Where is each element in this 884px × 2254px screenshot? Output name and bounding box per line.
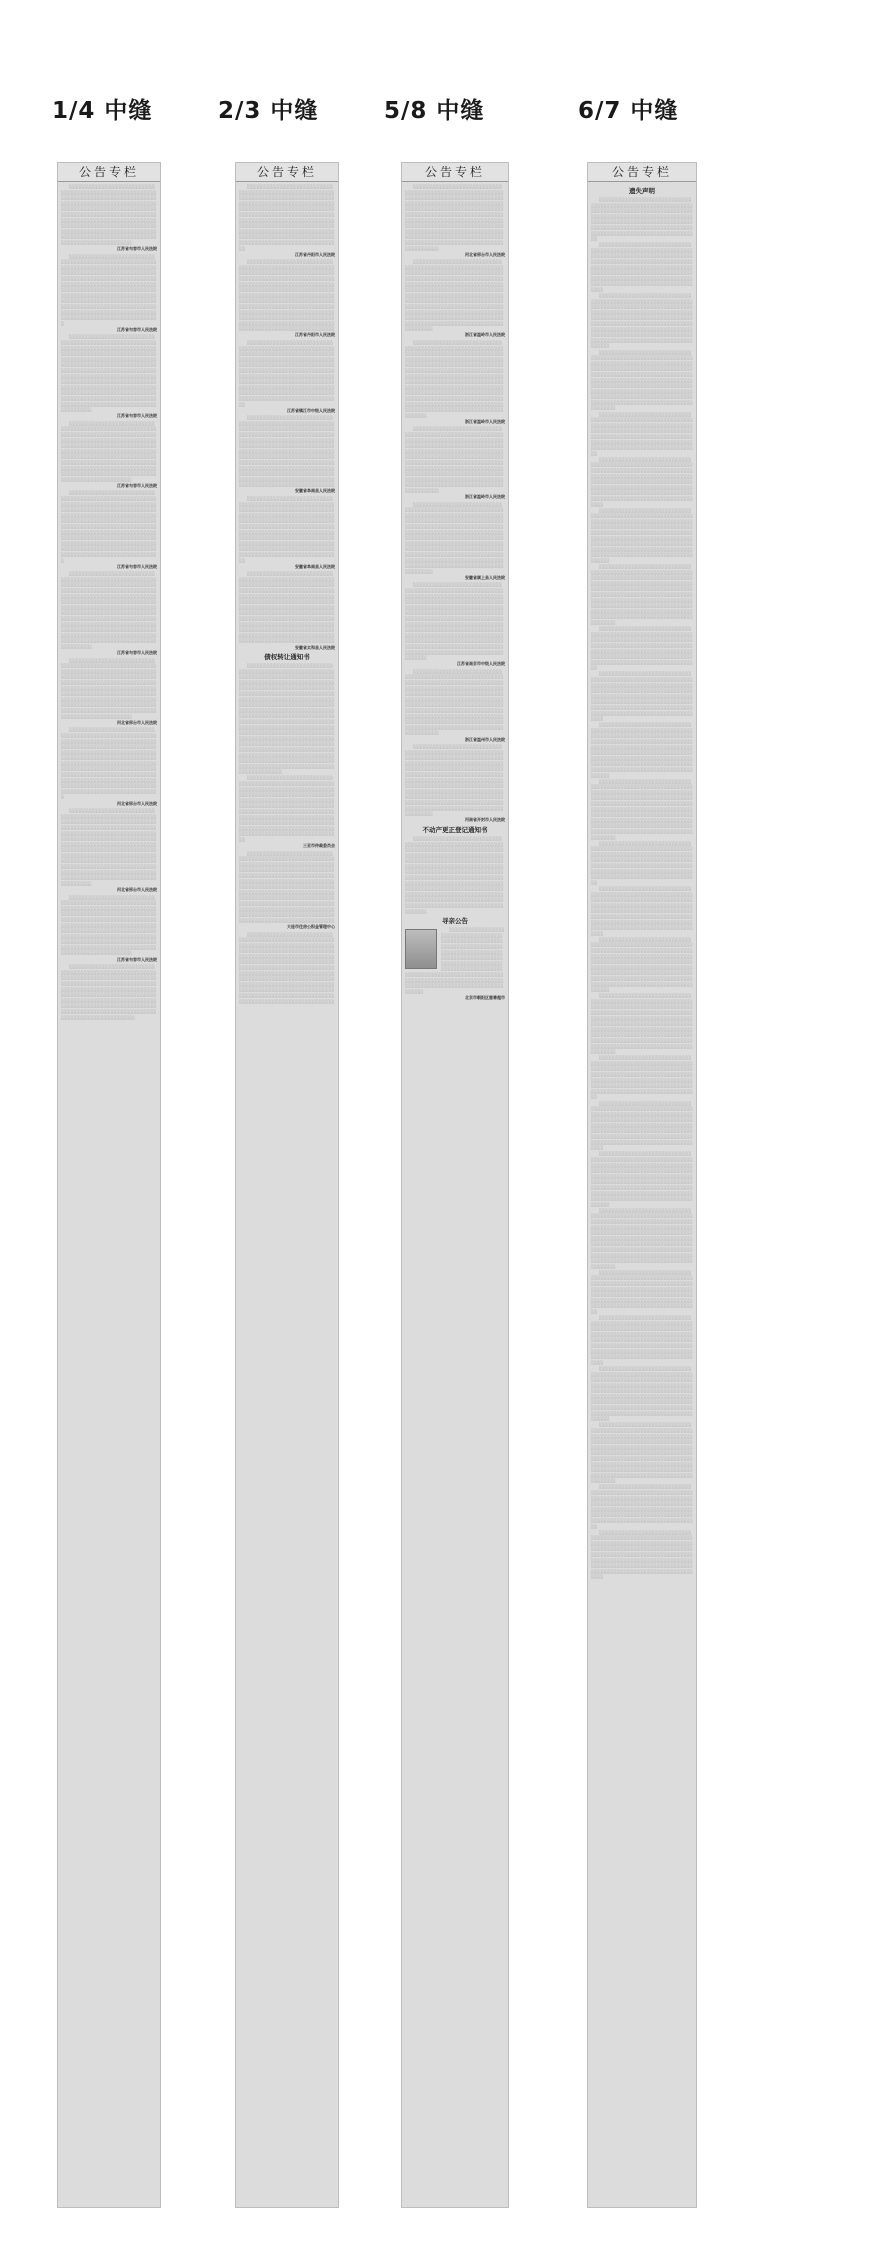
court-signature: 江苏省句容市人民法院	[117, 326, 157, 332]
missing-person-photo	[405, 929, 437, 969]
notice-heading: 寻亲公告	[442, 917, 468, 926]
notice-paragraph: ░░░░░░░░░░░░░░░░░░░░░░░░░░░░░░░░░░░░░░░░░░░░░░░░░░░░░░░░░░░░░░░░░░░░░░░░░░░░░░░░░░░░░░░░░░░░░░░░░░░░░░░░░░░░░░░░░░░░░░░░░░░░░░░░░░░░░░░░░░░░░░░░░░░░░░░░░░░░░░░░░░░░░░░░░░░░░░░░░░░░░░░░░░░░░░░░░░░░░░░░░░░░░░░░░░░░░░░░░░░░░░░░░░░░░░░░░░░░░░░░░░░░░░░░░░░░░░░░░░░░░░░░░░░░░░░░░░░░░░░░░░░░░░░░░░░░░░░░░░░░░░░░░░░░░░░░░░░░░░░░░░░░░░░░░░░░░░░░░░░░░░░░░░░░░░░░░░░░░░░░░░░░░░░░░░░░░░░░░░░░░░░░░░░░░░░░░░░░░░░░	[239, 850, 335, 923]
court-signature: 三亚市仲裁委员会	[303, 843, 335, 849]
court-signature: 河北省邢台市人民法院	[117, 800, 157, 806]
court-signature: 浙江省温岭市人民法院	[465, 418, 505, 424]
notice-heading: 不动产更正登记通知书	[422, 825, 488, 834]
court-signature: 江苏省丹阳市人民法院	[295, 332, 335, 338]
notice-paragraph: ░░░░░░░░░░░░░░░░░░░░░░░░░░░░░░░░░░░░░░░░░░░░░░░░░░░░░░░░░░░░░░░░░░░░░░░░░░░░░░░░░░░░░░░░░░░░░░░░░░░░░░░░░░░░░░░░░░░░░░░░░░░░░░░░░░░░░░░░░░░░░░░░░░░░░░░░░░░░░░░░░░░░░░░░░░░░░░░░░░░░░░░░░░░░░░░░░░░░░░░░░░░░░░░░░░░░░░░░░░░░░░░░░░░░░░░░░░░░░░░░░░░░░░░░░░░░░░░░░░░░░░░░░░░░░░░░░░░░░░░░░░░░░░░░░░░░░░░░░░░░░░░░░░░░░░░░░░░░░░░░░░░░░░░░░░	[61, 657, 157, 719]
notice-paragraph: ░░░░░░░░░░░░░░░░░░░░░░░░░░░░░░░░░░░░░░░░░░░░░░░░░░░░░░░░░░░░░░░░░░░░░░░░░░░░░░░░░░░░░░░░░░░░░░░░░░░░░░░░░░░░░░░░░░░░░░░░░░░░░░░░░░░░░░░░░░░░░░░░░░░░░░░░░░░░░░░░░░░░░░░░░░░░░░░░░░░░░░░░░░░░░░░░░░░░░░░░░░░░░░░░░░░░░░░░░░░░░░░░░░░░░░░░░░░░░░░░░░░░░░░░░░░░░░░░░░░░░░░░░	[591, 456, 693, 507]
notice-strip-2-3	[235, 162, 339, 2208]
notice-strip-6-7	[587, 162, 697, 2208]
notice-paragraph: ░░░░░░░░░░░░░░░░░░░░░░░░░░░░░░░░░░░░░░░░░░░░░░░░░░░░░░░░░░░░░░░░░░░░░░░░░░░░░░░░░░░░░░░░░░░░░░░░░░░░░░░░░░░░░░░░░░░░░░░░░░░░░░░░░░░░░░░░░░░░░░░░░░░░░░░░░░░░░░░░░░░░░░░░░░░░░░░░░░░░░░░░░░░░░░░░░░░░░░░░░░░░░░░░░░░░░░░░░░░░░░░░░░░░░░	[591, 197, 693, 242]
notice-paragraph: ░░░░░░░░░░░░░░░░░░░░░░░░░░░░░░░░░░░░░░░░░░░░░░░░░░░░░░░░░░░░░░░░░░░░░░░░░░░░░░░░░░░░░░░░░░░░░░░░░░░░░░░░░░░░░░░░░░░░░░░░░░░░░░░░░░░░░░░░░░░░░░░░░░░░░░░░░░░░░░░░░░░░░░░░░░░░░░░░░░░░░░░░░░░░░░░░░░░░░░░░░░░░░░░░░░░░░░░░░░░░░░░░░░░░░░░░░░░░░░░░░░░░░░░░░░░░░░░░░░░░░░░░░░░░░░░░░░░░░░░░░░░░░░░░░░░░░░░░░░░░░░░░░░░░░░░░░░░░░░░░░░░░░░░░░░░░░░░░░░░░░░░░░░░░░░░░░░░░░░░░░░░░░░░░░░░░░░░░░░░░░░░░░░░░░░	[405, 501, 504, 574]
notice-paragraph: ░░░░░░░░░░░░░░░░░░░░░░░░░░░░░░░░░░░░░░░░░░░░░░░░░░░░░░░░░░░░░░░░░░░░░░░░░░░░░░░░░░░░░░░░░░░░░░░░░░░░░░░░░░░░░░░░░░░░░░░░░░░░░░░░░░░░░░░░░░░░░░░░░░░░░░░░░░░░░░░░░░░░░░░░░░░░░░░░░░░░░░░░░░░░░░░░░░░░░░░░░░░░░░░░░░░░░░░░░░░░░░░░░░░░░░░░░░░░░░░░░░░░░░░░░░░░░░░░░░░░░░░░░░░░░░░░░░░░░░░░░░░░░░░░░░░░░░░░░░░░░░░░░░░░░░░░░░░░░░░░░░░░░░░░░░░░░░░	[591, 349, 693, 411]
notice-paragraph: ░░░░░░░░░░░░░░░░░░░░░░░░░░░░░░░░░░░░░░░░░░░░░░░░░░░░░░░░░░░░░░░░░░░░░░░░░░░░░░░░░░░░░░░░░░░░░░░░░░░░░░░░░░░░░░░░░░░░░░░░░░░░░░░░░░░░░░░░░░░░░░░░░░░░░░░░░░░░░░░░░░░░░░░░░░░░░░░░░░░░░░░░░░░░░░░░░░░░░░░░░░░░░░░░░░░░░░░░░░░░░░░░░░░░░░░░░░░░░░░░░░░░░░░░░░░░░░░░░░░░░░░░░░░░░░░░░░░░░░░░░░░░░░░░░░░░░░░░░░░░░░░░░░░░░░░░░░░░░░░░░░░░░░░░░░░░░░░	[591, 778, 693, 840]
notice-paragraph: ░░░░░░░░░░░░░░░░░░░░░░░░░░░░░░░░░░░░░░░░░░░░░░░░░░░░░░░░░░░░░░░░░░░░░░░░░░░░░░░░░░░░░░░░░░░░░░░░░░░░░░░░░░░░░░░░░░░░░░░░░░░░░░░░░░░░░░░░░░░░░░░░░░░░░░░░░░░░░░░░░░░░░░░░░░░░░░░░░░░░░░░░░░░░░░░░░░░░░░░░░░░░░░░░░░░░░░░░░░░░░░░░░░░░░░░░░░░░░░░░░░░░░░░░░░░░░░░░░░░░░░░░░	[591, 1100, 693, 1151]
notice-paragraph: ░░░░░░░░░░░░░░░░░░░░░░░░░░░░░░░░░░░░░░░░░░░░░░░░░░░░░░░░░░░░░░░░░░░░░░░░░░░░░░░░░░░░░░░░░░░░░░░░░░░░░░░░░░░░░░░░░░░░░░░░░░░░░░░░░░░░░░░░░░░░░░░░░░░░░░░░░░░░░░░░░░░░░░░░░░░░░░░░░░░░░░░░░░░░░░░░░░░░░░░░░░░░░░░░░░░░░░░░░░░░░░░░░░░░░░░░░░░░░░░░░░░░░░░░░░░░░░░░░░░░░░░░░░░░░░░░░░░░░░░░░░░░░░░░░░░░░░░░░░░░░░░░░░░░░░░░░░░░░░░░░░░░░░░░░░░░░░░░░░░░░░░░░░░░░░░░░░░░░░░░░░░░░░░░░░░░░░░░░░░░░░░░░░░░░░░░░░░░░░░░░░░░░░░░░░░░░░░░░░░░░░░░░░░░░░░░░░░░░░░░░░░░░░░░░░░░░░░░░░░░░░░░░░░░░░░░░░░░░░░░░░░░░░░░░░░░░░░░░░░░░░░░░░░░░░░░░░░░░░░░░░░░░░░░░░░░░░░░░░░░░░░░░░░░░░░░░░░░░░░░░░░░░░░░░░░░░░░░░░░░░░░░░░░░░░░░░░░░░░░░	[239, 663, 335, 775]
notice-paragraph: ░░░░░░░░░░░░░░░░░░░░░░░░░░░░░░░░░░░░░░░░░░░░░░░░░░░░░░░░░░░░░░░░░░░░░░░░░░░░░░░░░░░░░░░░░░░░░░░░░░░░░░░░░░░░░░░░░░░░░░░░░░░░░░░░░░░░░░░░░░░░░░░░░░░░░░░░░░░░░░░░░░░░░░░░░░░░░░░░░░░░░░░░░░░░░░░░░░░░░░░░░░░░░░░░░░░░░░░░░░░░░░░░░░░░░░░░░░░░░░░░░░░░░░░░░░░░░░░░░░░░░░░░░░░░░░░░░░░░░░░░░░░░░░░░░░░░░░░░░░░░░░░░░░░░░░░░░░░░░░░░░░░░░░░░░░░░░░░░░░░░░░░░░░░░░░░░░░░░░░░░░░░░░░░░░░	[61, 253, 157, 326]
court-signature: 安徽省阜南县人民法院	[295, 488, 335, 494]
notice-paragraph: ░░░░░░░░░░░░░░░░░░░░░░░░░░░░░░░░░░░░░░░░░░░░░░░░░░░░░░░░░░░░░░░░░░░░░░░░░░░░░░░░░░░░░░░░░░░░░░░░░░░░░░░░░░░░░░░░░░░░░░░░░░░░░░░░░░░░░░░░░░░░░░░░░░░░░░░░░░░░░░░░░░░░░░░░░░░░░░░░░░░░░░░░░░░░░░░░░░░░░░░░░░░░░░░░░░░░░░░░░░░░░░░░░░░░░░░░░░░░░░░░░░░░░░░░░░░░░░░░░░░░░░░░░░░░░░░░░░░░░░░░░░░░░░░░░░░░░░░░░░░░░░░░░░░░░░░░░░░░░░░░░░░░░░░░░░░░░░░	[591, 564, 693, 626]
notice-heading: 债权转让通知书	[264, 653, 310, 662]
column-title-6-7: 6/7 中缝	[578, 98, 679, 124]
notice-paragraph: ░░░░░░░░░░░░░░░░░░░░░░░░░░░░░░░░░░░░░░░░░░░░░░░░░░░░░░░░░░░░░░░░░░░░░░░░░░░░░░░░░░░░░░░░░░░░░░░░░░░░░░░░░░░░░░░░░░░░░░░░░░░░░░░░░░░░░░░░░░░░░░░░░░░░░░░░░░░░░░░░░░░░░░░░░░░░░░░░░░░░░░░░░░░░░░░░░░░░░░░░░░░░░░░░░░░░░░░░░░░░░░░░░░░░░░░░░░░░░░░░░░░░░░░░░░░░░░░░░░░░░░░░░░░░░░░░░░░░░░░░░░░░░░░░░░░░░░░░░░░░░░░░░░░░░░░░░░░░░░░░░░░░░░░░░░	[61, 894, 157, 956]
notice-paragraph: ░░░░░░░░░░░░░░░░░░░░░░░░░░░░░░░░░░░░░░░░░░░░░░░░░░░░░░░░░░░░░░░░░░░░░░░░░░░░░░░░░░░░░░░░░░░░░░░░░░░░░░░░░░░░░░░░░░░░░░░░░░░░░░░░░░░░░░░░░░░░░░░░░░░░░░░░░░░░░░░░░░░░░░░░░░░░░░░░░░░░░░░░░░░░░░░░░░░░░░░░░░░░░░░░░░░░░░░░░░░░░░░░░░░░░░░░░░░░░░░░░░░░░░░░░░░░░░░░░░░░░░░░░░░░░░░░░░░░░░░░░░░░░░░░░░░░░░░░░░░░	[591, 936, 693, 993]
notice-paragraph: ░░░░░░░░░░░░░░░░░░░░░░░░░░░░░░░░░░░░░░░░░░░░░░░░░░░░░░░░░░░░░░░░░░░░░░░░░░░░░░░░░░░░░░░░░░░░░░░░░░░░░░░░░░░░░░░░░░░░░░░░░░░░░░░░░░░░░░░░░░░░░░░░░░░░░░░░░░░░░░░░░░░░░░░░░░░░░░░░░░░░░░░░░░░░░░░░░░░░░░░░░░░░░░░░░░░░░░░░░░░░░░░░░░░░░░░░░░░░░░░░░░░░░░░░░░░░░░░░░░░░░░░░░░░░░░░░░░░░░░░░░░░░░░░░░░░░░░░░░░░░░░░░░░░░░░░░░░░░░░░░░░░░░░░░░░	[61, 184, 157, 245]
notice-paragraph: ░░░░░░░░░░░░░░░░░░░░░░░░░░░░░░░░░░░░░░░░░░░░░░░░░░░░░░░░░░░░░░░░░░░░░░░░░░░░░░░░░░░░░░░░░░░░░░░░░░░░░░░░░░░░░░░░░░░░░░░░░░░░░░░░░░░░░░░░░░░░░░░░░░░░░░░░░░░░░░░░░░░░░░░░░░░░░░░░░░░░░░░░░░░░░░░░░░░░░░░░░░░░░░░░░░░░░░░░░░░░░░░░░░░░░░░░░░░░░░░░░░░░░░░░░░░░░░░░░░░░░░░░░░░░░░░░░░░░░░░░░░░░░░░░░░░░░░░░░░░░	[61, 964, 157, 1020]
court-signature: 安徽省颍上县人民法院	[465, 574, 505, 580]
court-signature: 北京市朝阳区慈善超市	[465, 994, 505, 1000]
notice-paragraph: ░░░░░░░░░░░░░░░░░░░░░░░░░░░░░░░░░░░░░░░░░░░░░░░░░░░░░░░░░░░░░░░░░░░░░░░░░░░░░░░░░░░░░░░░░░░░░░░░░░░░░░░░░░░░░░░░░░░░░░░░░░░░░░░░░░░░░░░░░░░░░░░░░░░░░░░░░░░░░░░░░░░░░░░░░░░░░░░░░░░░░░░░░░░░░░░░░░░░░░░░░░░░░░░░░░░░░░░░░░░░░░░░░░░░░░░░░░░░░░░░░░░░░░░░░░░░░░░░░░░░░░░░░░░░░░░░░░░░░░░░░░░░░░░░░░░░░░░░░░░░░░░░░░░░░░░░░░░░░░░░░░░░░░░░░░░░░░░░░░░░	[239, 340, 335, 407]
notice-paragraph: ░░░░░░░░░░░░░░░░░░░░░░░░░░░░░░░░░░░░░░░░░░░░░░░░░░░░░░░░░░░░░░░░░░░░░░░░░░░░░░░░░░░░░░░░░░░░░░░░░░░░░░░░░░░░░░░░░░░░░░░░░░░░░░░░░░░░░░░░░░░░░░░░░░░░░░░░░░░░░░░░░░░░░░░░░░░░░░░░░░░░░░░░░░░░░░░░░░░░░░░░░░░░░░░░░░░░░░░░░░░░░░░░░░░░░░	[591, 411, 693, 456]
court-signature: 浙江省温岭市人民法院	[465, 332, 505, 338]
notice-paragraph: ░░░░░░░░░░░░░░░░░░░░░░░░░░░░░░░░░░░░░░░░░░░░░░░░░░░░░░░░░░░░░░░░░░░░░░░░░░░░░░░░░░░░░░░░░░░░░░░░░░░░░░░░░░░░░░░░░░░░░░░░░░░░░░░░░░░░░░░░░░░░░░░░░░░░░░░░░░░░░░░░░░░░░░░░░░░░░░░░░░░░░░░░░░░░░░░░░░░░░░░░░░░░░░░░░░░░░░░░░░░░░░░░░░░░░░░░░░░░░░░░░░░░░░░░░░░░░░░░░░░░░░░░░	[591, 671, 693, 722]
notice-paragraph: ░░░░░░░░░░░░░░░░░░░░░░░░░░░░░░░░░░░░░░░░░░░░░░░░░░░░░░░░░░░░░░░░░░░░░░░░░░░░░░░░░░░░░░░░░░░░░░░░░░░░░░░░░░░░░░░░░░░░░░░░░░░░░░░░░░░░░░░░░░░░░░░░░░░░░░░░░░░░░░░░░░░░░░░░░░░░░░░░░░░░░░░░░░░░░░░░░░░░░░░░░░░░░░░░░░░░░░░░░░░░░░░░░░░░░░░░░░░░░░░░░░░░░░░░░░░░░░░░░░░░░░░░░░░░░░░░░░░░░░░░░░░░░░░░░░░░░░░░░░░░░░░░░░░░░░░░░░░░░░░░░░░░░░░░░░░░░░░░░░░░░░░░░░░░░░░░░░░░░░░░░░░░░░░░░░	[61, 490, 157, 563]
notice-paragraph: ░░░░░░░░░░░░░░░░░░░░░░░░░░░░░░░░░░░░░░░░░░░░░░░░░░░░░░░░░░░░░░░░░░░░░░░░░░░░░░░░░░░░░░░░░░░░░░░░░░░░░░░░░░░░░░░░░░░░░░░░░░░░░░░░░░░░░░░░░░░░░░░░░░░░░░░░░░░░░░░░░░░░░░░░░░░░░░░░░░░░░░░░░░░░░░░░░░░░░░░░░░░░░░░░░░░░░░░░░░░░░░░░░░░░░░░░░░░░░░░░░░░░░░░░░░░░░░░░░░░░░░░░░	[591, 885, 693, 936]
notice-paragraph: ░░░░░░░░░░░░░░░░░░░░░░░░░░░░░░░░░░░░░░░░░░░░░░░░░░░░░░░░░░░░░░░░░░░░░░░░░░░░░░░░░░░░░░░░░░░░░░░░░░░░░░░░░░░░░░░░░░░░░░░░░░░░░░░░░░░░░░░░░░░░░░░░░░░░░░░░░░░░░░░░░░░░░░░░░░░░░░░░░░░░░░░░░░░░░░░░░░░░░░░░░░░░░░░░░░░░░░░░░░░░░░░░░░░░░░	[591, 1055, 693, 1100]
notice-paragraph: ░░░░░░░░░░░░░░░░░░░░░░░░░░░░░░░░░░░░░░░░░░░░░░░░░░░░░░░░░░░░░░░░░░░░░░░░░░░░░░░░░░░░░░░░░░░░░░░░░░░░░░░░░░░░░░░░░░░░░░░░░░░░░░░░░░░░░░░░░░░░░░░░░░░░░░░░░░░░░░░░░░░░░░░░░░░░░░░░░░░░░░░░░░░░░░░░░░░░░░░░░░░░░░░░░░░░░░░░░░░░░░░░░░░░░░░░░░░░░░░░░░░░░░░░░░░░░░░░░░░░░░░░░░░░░░░░░░░░░░░░░░░░░░░░░░░░░░░░░░░░░░░░░░░░░░░░░░░░░░░░░░░░░░░░░░░░░░░░░░░░░░░░░░░░░░░░░░░░░░░░░░░░░░░░░░░░░░░░░░░░░░░░░░░░░░░░░░░░░░░░░░░░░░░░░░░░░░░░░░░░	[405, 582, 504, 661]
notice-paragraph: ░░░░░░░░░░░░░░░░░░░░░░░░░░░░░░░░░░░░░░░░░░░░░░░░░░░░░░░░░░░░░░░░░░░░░░░░░░░░░░░░░░░░░░░░░░░░░░░░░░░░░░░░░░░░░░░░░░░░░░░░░░░░░░░░░░░░░░░░░░░░░░░░░░░░░░░░░░░░░░░░░░░░░░░░░░░░░░░░░░░░░░░░░░░░░░░░░░░░░░░░░░░░░░░░░░░░░░░░░░░░░░░░░░░░░░░░░░░░░░░░░░░░░░░░░░░░░░░░░░░░░░░░░░░░░░░░░░░░░░░░░░░░░░░░░░░░░░░░░░░░░░░░░░░░░░░░░░░░░░░░░░░░░░░░░░░░░░░░░░░░░░░░░░░░░░░░░░░░░░░░	[405, 668, 504, 736]
column-title-5-8: 5/8 中缝	[384, 98, 485, 124]
strip-body	[402, 182, 508, 1000]
notice-paragraph: ░░░░░░░░░░░░░░░░░░░░░░░░░░░░░░░░░░░░░░░░░░░░░░░░░░░░░░░░░░░░░░░░░░░░░░░░░░░░░░░░░░░░░░░░░░░░░░░░░░░░░░░░░░░░░░░░░░░░░░░░░░░░░░░░░░░░░░░░░░░░░░░░░░░░░░░░░░░░░░░░░░░░░░░░░░░░░░░░░░░░░░░░░░░░░░░░░░░░░░░░░░░░░░░░░░░░░░░░░░░░░░░░░░░░░░░░░░░░░░░░░░░░░░░░░░░░░░░░░░░░░░░░░░░░░░░░░░░░░░░░░░░░░░░░░░░░░░░░░░░░░░░░░░░░░░░░░░░░░░░░░░░░░░░░░░	[61, 420, 157, 482]
notice-paragraph: ░░░░░░░░░░░░░░░░░░░░░░░░░░░░░░░░░░░░░░░░░░░░░░░░░░░░░░░░░░░░░░░░░░░░░░░░░░░░░░░░░░░░░░░░░░░░░░░░░░░░░░░░░░░░░░░░░░░░░░░░░░░░░░░░░░░░░░░░░░░░░░░░░░░░░░░░░░░░░░░░░░░░░░░░░░░░░░░░░░░░░░░░░░░░░░░░░░░░░░░░░░░░░░░░░░░░░░░░░░░░░░░░░░░░░░░░░░░░░░░░░░░░░░░░░░░░░░░░░░░░░░░░░░░░░░░░░░░░░░░░░░░░░░░░░░░░░░░░░░░░░░░░░░░░░░░░░░░░░░░░░░░░░░░░░░░░░░░░░░░░░░░░░░░░░░░░░░░░░░░░	[405, 184, 504, 251]
court-signature: 河南省开封市人民法院	[465, 817, 505, 823]
strip-body	[58, 182, 160, 1020]
notice-paragraph: ░░░░░░░░░░░░░░░░░░░░░░░░░░░░░░░░░░░░░░░░░░░░░░░░░░░░░░░░░░░░░░░░░░░░░░░░░░░░░░░░░░░░░░░░░░░░░░░░░░░░░░░░░░░░░░░░░░░░░░░░░░░░░░░░░░░░░░░░░░░░░░░░░░░░░░░░░░░░░░░░░░░░░░░░░░░░░░░░░░░░░░░░░░░░░░░░░░░░░░░░░░░░░░░░░░░░░░░░░░░░░░░░░░░░░░░░░░░░░░░░░░░░░░░░░░░░░░░░░░░░░░░░░░░░░░░░░░░░░░░░░░░░░░░░░░░░░░░░░░░░░░░░░░░░░░░░░░░░░░░░░░░░░░░░░░░░░░░	[591, 1207, 693, 1269]
court-signature: 江苏省句容市人民法院	[117, 650, 157, 656]
notice-paragraph: ░░░░░░░░░░░░░░░░░░░░░░░░░░░░░░░░░░░░░░░░░░░░░░░░░░░░░░░░░░░░░░░░░░░░░░░░░░░░░░░░░░░░░░░░░░░░░░░░░░░░░░░░░░░░░░░░░░░░░░░░░░░░░░░░░░░░░░░░░░░░░░░░░░░░░░░░░░░░░░░░░░░░░░░░░░░░░░░░░░░░░░░░░░░░░░░░░░░░░░░░░░░░░░░░░░░░░░░░░░░░░░░░░░░░░░░░░░░░░░░░░░░░░░░░░░░░░░░░░░░░	[405, 927, 505, 994]
notice-paragraph: ░░░░░░░░░░░░░░░░░░░░░░░░░░░░░░░░░░░░░░░░░░░░░░░░░░░░░░░░░░░░░░░░░░░░░░░░░░░░░░░░░░░░░░░░░░░░░░░░░░░░░░░░░░░░░░░░░░░░░░░░░░░░░░░░░░░░░░░░░░░░░░░░░░░░░░░░░░░░░░░░░░░░░░░░░░░░░░░░░░░░░░░░░░░░░░░░░░░░░░░░░░░░░░░░░░░░░░░░░░░░░░░░░░░░░░░░░░░░░░░░░░░░░░░░░░░░░░░░░░░░░░░░░░░░░░░░░░░░░░░░░░░░░░░░░░░░░░░░░░░░░░░░░░░░░░░░░░░░░░░░░░░░░░░░░░░░░░░	[591, 993, 693, 1055]
notice-paragraph: ░░░░░░░░░░░░░░░░░░░░░░░░░░░░░░░░░░░░░░░░░░░░░░░░░░░░░░░░░░░░░░░░░░░░░░░░░░░░░░░░░░░░░░░░░░░░░░░░░░░░░░░░░░░░░░░░░░░░░░░░░░░░░░░░░░░░░░░░░░░░░░░░░░░░░░░░░░░░░░░░░░░░░░░░░░░░░░░░░░░░░░░░░░░░░░░░░░░░░░░░░░░░░░░░░░░░░░░░░░░░░░░░░░░░░░	[591, 1269, 693, 1314]
notice-paragraph: ░░░░░░░░░░░░░░░░░░░░░░░░░░░░░░░░░░░░░░░░░░░░░░░░░░░░░░░░░░░░░░░░░░░░░░░░░░░░░░░░░░░░░░░░░░░░░░░░░░░░░░░░░░░░░░░░░░░░░░░░░░░░░░░░░░░░░░░░░░░░░░░░░░░░░░░░░░░░░░░░░░░░░░░░░░░░░░░░░░░░░░░░░░░░░░░░░░░░░░░░░░░░░░░░░░░░░░░░░░░░░░░░░░░░░░░░░░░░░░░░░░░░░░░░░░░░░░░░░░░░░░░░░░░░░░░░░░░░░░░░░░░░░░░░░░░░░░░░░░░░	[591, 1365, 693, 1422]
court-signature: 浙江省温州市人民法院	[465, 736, 505, 742]
court-signature: 江苏省句容市人民法院	[117, 246, 157, 252]
notice-paragraph: ░░░░░░░░░░░░░░░░░░░░░░░░░░░░░░░░░░░░░░░░░░░░░░░░░░░░░░░░░░░░░░░░░░░░░░░░░░░░░░░░░░░░░░░░░░░░░░░░░░░░░░░░░░░░░░░░░░░░░░░░░░░░░░░░░░░░░░░░░░░░░░░░░░░░░░░░░░░░░░░░░░░░░░░░░░░░░░░░░░░░░░░░░░░░░░░░░░░░░░░░░░░░░░░░░░░░░░░░░░░░░░░░░░░░░░░░░░░░░░░░░░░░░░░░░░░░░░░░░░░░░░░░░░░░░░░░░░░░░░░░░░░░░░░░░░░░░░░░░░░░░░░░░░░░░░░░░░░░░░░░░░░░░░░░░░░░░░░░░░░░░░░░░░░░░░░░░░░░░░░░░░░░░░░░░░░░░░░░░░░░░░░░░░░░░░░░░░░░░░░░	[239, 415, 335, 488]
notice-paragraph: ░░░░░░░░░░░░░░░░░░░░░░░░░░░░░░░░░░░░░░░░░░░░░░░░░░░░░░░░░░░░░░░░░░░░░░░░░░░░░░░░░░░░░░░░░░░░░░░░░░░░░░░░░░░░░░░░░░░░░░░░░░░░░░░░░░░░░░░░░░░░░░░░░░░░░░░░░░░░░░░░░░░░░░░░░░░░░░░░░░░░░░░░░░░░░░░░░░░░░░░░░░░░░░░░░░░░░░░░░░░░░░░░░░░░░░░░░░░░░░░░░░░░░░░░░░░░░░░░░░░░░░░░░░░░░░░░░░░░░░░░░░░░░░░░░░░░░░░░░░░░░░░░░░░░░░░░░░░░░░░░░░░░░░░░░░░░░░░░░░░░░░░░░░░░░░░░░░░░░░░░	[405, 426, 504, 493]
notice-paragraph: ░░░░░░░░░░░░░░░░░░░░░░░░░░░░░░░░░░░░░░░░░░░░░░░░░░░░░░░░░░░░░░░░░░░░░░░░░░░░░░░░░░░░░░░░░░░░░░░░░░░░░░░░░░░░░░░░░░░░░░░░░░░░░░░░░░░░░░░░░░░░░░░░░░░░░░░░░░░░░░░░░░░░░░░░░░░░░░░░░░░░░░░░░░░░░░░░░░░░░░░░░░░░░░░░░░░░░░░░░░░░░░░░░░░░░░░░░░░░░░░░░░░░░░░░░░░░░░░░░░░░░░░░░░░░░░░░░░░░░░░░░░░░░░░░░░░░░░░░░░░░░░░░░░░░░░░░░░░░░░░░░░░░░░░░░░░░░░░░░░░░░░░░░░░░░░░░░░░░░░░░░░░░░░░░░░	[61, 727, 157, 800]
notice-paragraph: ░░░░░░░░░░░░░░░░░░░░░░░░░░░░░░░░░░░░░░░░░░░░░░░░░░░░░░░░░░░░░░░░░░░░░░░░░░░░░░░░░░░░░░░░░░░░░░░░░░░░░░░░░░░░░░░░░░░░░░░░░░░░░░░░░░░░░░░░░░░░░░░░░░░░░░░░░░░░░░░░░░░░░░░░░░░░░░░░░░░░░░░░░░░░░░░░░░░░░░░░░░░░░░░░░░░░░░░░░░░░░░░░░░░░░░░░░░░░░░░░░░░░░░░░░░░░░░░░░░░░░░░░░░░░░░░░░░░░░░░░░░░░░░░░░░░░░░░░░░░░	[591, 507, 693, 563]
strip-header: 公告专栏	[236, 163, 338, 182]
notice-paragraph: ░░░░░░░░░░░░░░░░░░░░░░░░░░░░░░░░░░░░░░░░░░░░░░░░░░░░░░░░░░░░░░░░░░░░░░░░░░░░░░░░░░░░░░░░░░░░░░░░░░░░░░░░░░░░░░░░░░░░░░░░░░░░░░░░░░░░░░░░░░░░░░░░░░░░░░░░░░░░░░░░░░░░░░░░░░░░░░░░░░░░░░░░░░░░░░░░░░░░░░░░░░░░░░░░░░░░░░░░░░░░░░░░░░░░░░░░░░░░░░░░░░░░░░░░░░░░░░░░░░░░░░░░░░░░░░░░░░░░░░░░░░░░░░░░░░░░░░░░░░░░░░░░░░░░░░░░░░░░░░░░░░░░░░░░░░░░░░░░░░░░░░░░░░░░░░░░░░░░░░░░░░░░░░░░░░░░░░░░░░░░░░░░░░░░░░	[405, 259, 504, 332]
notice-paragraph: ░░░░░░░░░░░░░░░░░░░░░░░░░░░░░░░░░░░░░░░░░░░░░░░░░░░░░░░░░░░░░░░░░░░░░░░░░░░░░░░░░░░░░░░░░░░░░░░░░░░░░░░░░░░░░░░░░░░░░░░░░░░░░░░░░░░░░░░░░░░░░░░░░░░░░░░░░░░░░░░░░░░░░░░░░░░░░░░░░░░░░░░░░░░░░░░░░░░░░░░░░░░░░░░░░░░░░░░░░░░░░░░░░░░░░░░░░░░░░░░░░░░░░░░░░░░░░░░░░░░░░░░░░░░░░░░░░░░░░░░░░░░░░░░░░░░░░░░░░░░░░░░░░░░░░░░░░░░░░░░░░░░░░░░░░░░░░░░░░░░░░░░░░░░░░░░░░░░░░░░░░░░░░░░░░░░░░░░░░░░░░░░░░░░░░░░░░░░░░░░░░░░░░░░░░░	[61, 571, 157, 649]
strip-body	[588, 182, 696, 1580]
court-signature: 江苏省句容市人民法院	[117, 413, 157, 419]
court-signature: 江苏省南京市中级人民法院	[457, 661, 505, 667]
notice-paragraph: ░░░░░░░░░░░░░░░░░░░░░░░░░░░░░░░░░░░░░░░░░░░░░░░░░░░░░░░░░░░░░░░░░░░░░░░░░░░░░░░░░░░░░░░░░░░░░░░░░░░░░░░░░░░░░░░░░░░░░░░░░░░░░░░░░░░░░░░░░░░░░░░░░░░░░░░░░░░░░░░░░░░░░░░░░░░░░░░░░░░░░░░░░░░░░░░░░░░░░░░░░░░░░░░░░░░░░░░░░░░░░░░░░░░░░░░░░░░░░░░░░░░░░░░░░░░░░░░░░░░░░░░░░░░░░░░░░░░░░░░░░░░░░░░░░░░░░░░░░░░░░░░░░░░░░░░░░░░░░░░░░░░░░░░░░░░░░░░░░░░░░░░░░░░░░░░░░░░░░░░░░░░░░░░░░░░░░░░░░░░░░░░░░░░░░░░░░░░░░░░░	[239, 259, 335, 332]
notice-strip-5-8	[401, 162, 509, 2208]
court-signature: 江苏省丹阳市人民法院	[295, 251, 335, 257]
court-signature: 安徽省太和县人民法院	[295, 644, 335, 650]
notice-paragraph: ░░░░░░░░░░░░░░░░░░░░░░░░░░░░░░░░░░░░░░░░░░░░░░░░░░░░░░░░░░░░░░░░░░░░░░░░░░░░░░░░░░░░░░░░░░░░░░░░░░░░░░░░░░░░░░░░░░░░░░░░░░░░░░░░░░░░░░░░░░░░░░░░░░░░░░░░░░░░░░░░░░░░░░░░░░░░░░░░░░░░░░░░░░░░░░░░░░░░░░░░░░░░░░░░░░░░░░░░░░░░░░░░░░░░░░░░░░░░░░░░░░░░░░░░░░░░░░░░░░░░░░░░░░░░░░░░░░░░░░░░░░░░░░░░░░░░░░░░░░░░░░░░░░░░░░░░░░░░░░░░░░░░░░░░░░░░░░░░░░░░░░░░░░░░░░░░░░░░░░░░░░░░░░░░░░░░░░░░░░░░░░░░░░░░░░░░░░░░░░░░░░░░░░░░░░	[61, 334, 157, 413]
column-title-2-3: 2/3 中缝	[218, 98, 319, 124]
court-signature: 大连市住房公积金管理中心	[287, 923, 335, 929]
notice-paragraph: ░░░░░░░░░░░░░░░░░░░░░░░░░░░░░░░░░░░░░░░░░░░░░░░░░░░░░░░░░░░░░░░░░░░░░░░░░░░░░░░░░░░░░░░░░░░░░░░░░░░░░░░░░░░░░░░░░░░░░░░░░░░░░░░░░░░░░░░░░░░░░░░░░░░░░░░░░░░░░░░░░░░░░░░░░░░░░░░░░░░░░░░░░░░░░░░░░░░░░░░░░░░░░░░░░░░░░░░░░░░░░░░░░░░░░░░░░░░░░░░░░░░░░░░░░░░░░░░░░░░░░░░░░░░░░░░░░░░░░░░░░░░░░░░░░░░░░░░░░░░░░░░░░░░░░░░░░░░░░░░░░░░░░░░░░░░░░░░░░░░░░░░░░░░░░░░░░░░░░░░░░░░░░░░░░░░░░░░░░░░░░░░░░░░░░░░░░░░░░░░░░░░░░░░░░░░░░░░░░░░░	[405, 835, 504, 914]
court-signature: 浙江省温岭市人民法院	[465, 494, 505, 500]
notice-paragraph: ░░░░░░░░░░░░░░░░░░░░░░░░░░░░░░░░░░░░░░░░░░░░░░░░░░░░░░░░░░░░░░░░░░░░░░░░░░░░░░░░░░░░░░░░░░░░░░░░░░░░░░░░░░░░░░░░░░░░░░░░░░░░░░░░░░░░░░░░░░░░░░░░░░░░░░░░░░░░░░░░░░░░░░░░░░░░░░░░░░░░░░░░░░░░░░░░░░░░░░░░░░░░░░░░░░░░░░░░░░░░░░░░░░░░░░░░░░░░░░░░░░░░░░░░░░░░░░░░░░░░░░░░░	[591, 242, 693, 292]
court-signature: 河北省邢台市人民法院	[117, 719, 157, 725]
notice-paragraph: ░░░░░░░░░░░░░░░░░░░░░░░░░░░░░░░░░░░░░░░░░░░░░░░░░░░░░░░░░░░░░░░░░░░░░░░░░░░░░░░░░░░░░░░░░░░░░░░░░░░░░░░░░░░░░░░░░░░░░░░░░░░░░░░░░░░░░░░░░░░░░░░░░░░░░░░░░░░░░░░░░░░░░░░░░░░░░░░░░░░░░░░░░░░░░░░░░░░░░░░░░░░░░░░░░░░░░░░░░░░░░░░░░░░░░░░░░░░░░░░░░░░░░░░░░░░░░░░░░░░░░░░░░	[591, 1315, 693, 1365]
notice-paragraph: ░░░░░░░░░░░░░░░░░░░░░░░░░░░░░░░░░░░░░░░░░░░░░░░░░░░░░░░░░░░░░░░░░░░░░░░░░░░░░░░░░░░░░░░░░░░░░░░░░░░░░░░░░░░░░░░░░░░░░░░░░░░░░░░░░░░░░░░░░░░░░░░░░░░░░░░░░░░░░░░░░░░░░░░░░░░░░░░░░░░░░░░░░░░░░░░░░░░░░░░░░░░░░░░░░░░░░░░░░░░░░░░░░░░░░░	[591, 1484, 693, 1529]
notice-paragraph: ░░░░░░░░░░░░░░░░░░░░░░░░░░░░░░░░░░░░░░░░░░░░░░░░░░░░░░░░░░░░░░░░░░░░░░░░░░░░░░░░░░░░░░░░░░░░░░░░░░░░░░░░░░░░░░░░░░░░░░░░░░░░░░░░░░░░░░░░░░░░░░░░░░░░░░░░░░░░░░░░░░░░░░░░░░░░░░░░░░░░░░░░░░░░░░░░░░░░░░░░░░░░░░░░░░░░░░░░░░░░░░░░░░░░░░░░░░░░░░░░░░░░░░░░░░░░░░░░░░░░░░░░░░░░░░░░░░░░░░░░░░░░░░░░░░░░░░░░░░░░░░░░░░░░░░░░░░░░░░░░░░░░░░░░░░░░░░░░░░░░░░░░░░░░░░░░░░░░░░░░░░░░░░░░░░░░░░░░░░░░░░░░░░░░░░░░░░░░░░░░░░░░░░░░░░	[61, 808, 157, 886]
notice-paragraph: ░░░░░░░░░░░░░░░░░░░░░░░░░░░░░░░░░░░░░░░░░░░░░░░░░░░░░░░░░░░░░░░░░░░░░░░░░░░░░░░░░░░░░░░░░░░░░░░░░░░░░░░░░░░░░░░░░░░░░░░░░░░░░░░░░░░░░░░░░░░░░░░░░░░░░░░░░░░░░░░░░░░░░░░░░░░░░░░░░░░░░░░░░░░░░░░░░░░░░░░░░░░░░░░░░░░░░░░░░░░░░░░░░░░░░░░░░░░░░░░░░░░░░░░░░░░░░░░░░░░░░░░░░░░░░░░░░░░░░░░░░░░░░░░░░░░░░░░░░░░░░░░░░░░░░░░░░░░░░░░░░░░░░░░░░░░░░░░░░░░░	[239, 496, 335, 563]
notice-paragraph: ░░░░░░░░░░░░░░░░░░░░░░░░░░░░░░░░░░░░░░░░░░░░░░░░░░░░░░░░░░░░░░░░░░░░░░░░░░░░░░░░░░░░░░░░░░░░░░░░░░░░░░░░░░░░░░░░░░░░░░░░░░░░░░░░░░░░░░░░░░░░░░░░░░░░░░░░░░░░░░░░░░░░░░░░░░░░░░░░░░░░░░░░░░░░░░░░░░░░░░░░░░░░░░░░░░░░░░░░░░░░░░░░░░░░░░░░░░░░░░░░░░░░░░░░░░░░░░░░░░░░░░░░░	[591, 1529, 693, 1580]
court-signature: 安徽省阜南县人民法院	[295, 563, 335, 569]
court-signature: 河北省邢台市人民法院	[465, 251, 505, 257]
notice-paragraph: ░░░░░░░░░░░░░░░░░░░░░░░░░░░░░░░░░░░░░░░░░░░░░░░░░░░░░░░░░░░░░░░░░░░░░░░░░░░░░░░░░░░░░░░░░░░░░░░░░░░░░░░░░░░░░░░░░░░░░░░░░░░░░░░░░░░░░░░░░░░░░░░░░░░░░░░░░░░░░░░░░░░░░░░░░░░░░░░░░░░░░░░░░░░░░░░░░░░░░░░░░░░░░░░░░░░░░░░░░░░░░░░░░░░░░░	[591, 626, 693, 671]
strip-header: 公告专栏	[588, 163, 696, 182]
court-signature: 江苏省句容市人民法院	[117, 956, 157, 962]
strip-header: 公告专栏	[58, 163, 160, 182]
court-signature: 江苏省句容市人民法院	[117, 563, 157, 569]
notice-paragraph: ░░░░░░░░░░░░░░░░░░░░░░░░░░░░░░░░░░░░░░░░░░░░░░░░░░░░░░░░░░░░░░░░░░░░░░░░░░░░░░░░░░░░░░░░░░░░░░░░░░░░░░░░░░░░░░░░░░░░░░░░░░░░░░░░░░░░░░░░░░░░░░░░░░░░░░░░░░░░░░░░░░░░░░░░░░░░░░░░░░░░░░░░░░░░░░░░░░░░░░░░░░░░░░░░░░░░░░░░░░░░░░░░░░░░░░░░░░░░░░░░░░░░░░░░░░░░░░░░░░░░░░░░░░░░░░░░░░░░░░░░░░░░░░░░░░░░░░░░░░░░	[591, 1151, 693, 1207]
court-signature: 江苏省句容市人民法院	[117, 482, 157, 488]
notice-paragraph: ░░░░░░░░░░░░░░░░░░░░░░░░░░░░░░░░░░░░░░░░░░░░░░░░░░░░░░░░░░░░░░░░░░░░░░░░░░░░░░░░░░░░░░░░░░░░░░░░░░░░░░░░░░░░░░░░░░░░░░░░░░░░░░░░░░░░░░░░░░░░░░░░░░░░░░░░░░░░░░░░░░░░░░░░░░░░░░░░░░░░░░░░░░░░░░░░░░░░░░░░░░░░░░░░░░░░░░░░░░░░░░░░░░░░░░░░░░░░░░░░░░░░░░░░░░░░░░░░░░░░░░░░░░░░░░░░░░░░░░░░░░░░░░░░░░░░░░░░░░░░░░░░░░░░░░░░░░░░░░░░░░░░░░░░░░░░░░░	[591, 1422, 693, 1484]
notice-paragraph: ░░░░░░░░░░░░░░░░░░░░░░░░░░░░░░░░░░░░░░░░░░░░░░░░░░░░░░░░░░░░░░░░░░░░░░░░░░░░░░░░░░░░░░░░░░░░░░░░░░░░░░░░░░░░░░░░░░░░░░░░░░░░░░░░░░░░░░░░░░░░░░░░░░░░░░░░░░░░░░░░░░░░░░░░░░░░░░░░░░░░░░░░░░░░░░░░░░░░░░░░░░░░░░░░░░░░░░░░░░░░░░░░░░░░░░░░░░░░░░░░░░░░░░░░░░░░░░░░░░░░░░░░░░░░░░░░░░░░░░░░░░░░░░░░░░░░░░░░░░░░░░░░░░░░░░░░░░░░░░░░░░░░░░░░░░░░░░░░░░░░	[239, 775, 335, 842]
strip-header: 公告专栏	[402, 163, 508, 182]
notice-paragraph: ░░░░░░░░░░░░░░░░░░░░░░░░░░░░░░░░░░░░░░░░░░░░░░░░░░░░░░░░░░░░░░░░░░░░░░░░░░░░░░░░░░░░░░░░░░░░░░░░░░░░░░░░░░░░░░░░░░░░░░░░░░░░░░░░░░░░░░░░░░░░░░░░░░░░░░░░░░░░░░░░░░░░░░░░░░░░░░░░░░░░░░░░░░░░░░░░░░░░░░░░░░░░░░░░░░░░░░░░░░░░░░░░░░░░░░░░░░░░░░░░░░░░░░░░░░░░░░░░░░░░░░░░░░░░░░░░░░░░░░░░░░░░░░░░░░░░░░░░░░░░	[591, 293, 693, 349]
notice-paragraph: ░░░░░░░░░░░░░░░░░░░░░░░░░░░░░░░░░░░░░░░░░░░░░░░░░░░░░░░░░░░░░░░░░░░░░░░░░░░░░░░░░░░░░░░░░░░░░░░░░░░░░░░░░░░░░░░░░░░░░░░░░░░░░░░░░░░░░░░░░░░░░░░░░░░░░░░░░░░░░░░░░░░░░░░░░░░░░░░░░░░░░░░░░░░░░░░░░░░░░░░░░░░░░░░░░░░░░░░░░░░░░░░░░░░░░░░░░░░░░░░░░░░░░░░░░░░░░░░░░░░░░░░░░░░░░░░░░░░░░░░░░░░░░░░░░░░░░░░░░░░░░░░░░░░░░░░░░░░░░░░░░░░░░░░░░░░░░░░░░░░░░░░░░░░░░░░░░░░░░░░░░░░░░░░░░░░░░░░░░░░░░░░░░░░░░░░░░░░░░░░░░░░░░░░░░░░░░░░░░░░░	[405, 340, 504, 418]
column-title-1-4: 1/4 中缝	[52, 98, 153, 124]
court-signature: 江苏省镇江市中级人民法院	[287, 407, 335, 413]
notice-paragraph: ░░░░░░░░░░░░░░░░░░░░░░░░░░░░░░░░░░░░░░░░░░░░░░░░░░░░░░░░░░░░░░░░░░░░░░░░░░░░░░░░░░░░░░░░░░░░░░░░░░░░░░░░░░░░░░░░░░░░░░░░░░░░░░░░░░░░░░░░░░░░░░░░░░░░░░░░░░░░░░░░░░░░░░░░░░░░░░░░░░░░░░░░░░░░░░░░░░░░░░░░░░░░░░░░░░░░░░░░░░░░░░░░░░░░░░░░░░░░░░░░░░░░░░░░░░░░░░░░░░░░░░░░░░░░░░░░░░░░░░░░░░░░░░░░░░░░░░░░░░░░░░░░░░░░░░░░░░░░░░░░░░░░░░░░░░░░░░░░░░░░░░░░░░░░░░░░░░░░░░░░░░░░░░░░░░░░░░░░░░░░░░░░░░░░░░░░░░░░░░░░	[239, 571, 335, 644]
strip-body	[236, 182, 338, 1004]
notice-strip-1-4	[57, 162, 161, 2208]
notice-paragraph: ░░░░░░░░░░░░░░░░░░░░░░░░░░░░░░░░░░░░░░░░░░░░░░░░░░░░░░░░░░░░░░░░░░░░░░░░░░░░░░░░░░░░░░░░░░░░░░░░░░░░░░░░░░░░░░░░░░░░░░░░░░░░░░░░░░░░░░░░░░░░░░░░░░░░░░░░░░░░░░░░░░░░░░░░░░░░░░░░░░░░░░░░░░░░░░░░░░░░░░░░░░░░░░░░░░░░░░░░░░░░░░░░░░░░░░░░░░░░░░░░░░░░░░░░░░░░░░░░░░░░░░░░░░░░░░░░░░░░░░░░░░░░░░░░░░░░░░░░░░░░░░░░░░░░░░░░░░░░░░░░░░░░░░░░░░░░░░░░░░░░░░░░░░░░░░░░░░░░░░░░░░░░░░░░░░░░░░░░░░░░░░░░░░░░░░░░░░░░░░░░	[239, 931, 335, 1004]
notice-heading: 遗失声明	[629, 187, 655, 195]
notice-paragraph: ░░░░░░░░░░░░░░░░░░░░░░░░░░░░░░░░░░░░░░░░░░░░░░░░░░░░░░░░░░░░░░░░░░░░░░░░░░░░░░░░░░░░░░░░░░░░░░░░░░░░░░░░░░░░░░░░░░░░░░░░░░░░░░░░░░░░░░░░░░░░░░░░░░░░░░░░░░░░░░░░░░░░░░░░░░░░░░░░░░░░░░░░░░░░░░░░░░░░░░░░░░░░░░░░░░░░░░░░░░░░░░░░░░░░░░░░░░░░░░░░░░░░░░░░░░░░░░░░░░░░░░░░░░░░░░░░░░░░░░░░░░░░░░░░░░░░░░░░░░░░░░░░░░░░░░░░░░░░░░░░░░░░░░░░░░░░░░░░░░░░	[239, 184, 335, 251]
notice-paragraph: ░░░░░░░░░░░░░░░░░░░░░░░░░░░░░░░░░░░░░░░░░░░░░░░░░░░░░░░░░░░░░░░░░░░░░░░░░░░░░░░░░░░░░░░░░░░░░░░░░░░░░░░░░░░░░░░░░░░░░░░░░░░░░░░░░░░░░░░░░░░░░░░░░░░░░░░░░░░░░░░░░░░░░░░░░░░░░░░░░░░░░░░░░░░░░░░░░░░░░░░░░░░░░░░░░░░░░░░░░░░░░░░░░░░░░░	[591, 840, 693, 885]
court-signature: 河北省邢台市人民法院	[117, 886, 157, 892]
notice-paragraph: ░░░░░░░░░░░░░░░░░░░░░░░░░░░░░░░░░░░░░░░░░░░░░░░░░░░░░░░░░░░░░░░░░░░░░░░░░░░░░░░░░░░░░░░░░░░░░░░░░░░░░░░░░░░░░░░░░░░░░░░░░░░░░░░░░░░░░░░░░░░░░░░░░░░░░░░░░░░░░░░░░░░░░░░░░░░░░░░░░░░░░░░░░░░░░░░░░░░░░░░░░░░░░░░░░░░░░░░░░░░░░░░░░░░░░░░░░░░░░░░░░░░░░░░░░░░░░░░░░░░░░░░░░░░░░░░░░░░░░░░░░░░░░░░░░░░░░░░░░░░░░░░░░░░░░░░░░░░░░░░░░░░░░░░░░░░░░░░░░░░░░░░░░░░░░░░░░░░░░░░░░░░░░░░░░░░░░░░░░░░░░░░░░░░░░░	[405, 744, 504, 817]
notice-paragraph: ░░░░░░░░░░░░░░░░░░░░░░░░░░░░░░░░░░░░░░░░░░░░░░░░░░░░░░░░░░░░░░░░░░░░░░░░░░░░░░░░░░░░░░░░░░░░░░░░░░░░░░░░░░░░░░░░░░░░░░░░░░░░░░░░░░░░░░░░░░░░░░░░░░░░░░░░░░░░░░░░░░░░░░░░░░░░░░░░░░░░░░░░░░░░░░░░░░░░░░░░░░░░░░░░░░░░░░░░░░░░░░░░░░░░░░░░░░░░░░░░░░░░░░░░░░░░░░░░░░░░░░░░░░░░░░░░░░░░░░░░░░░░░░░░░░░░░░░░░░░░	[591, 722, 693, 778]
